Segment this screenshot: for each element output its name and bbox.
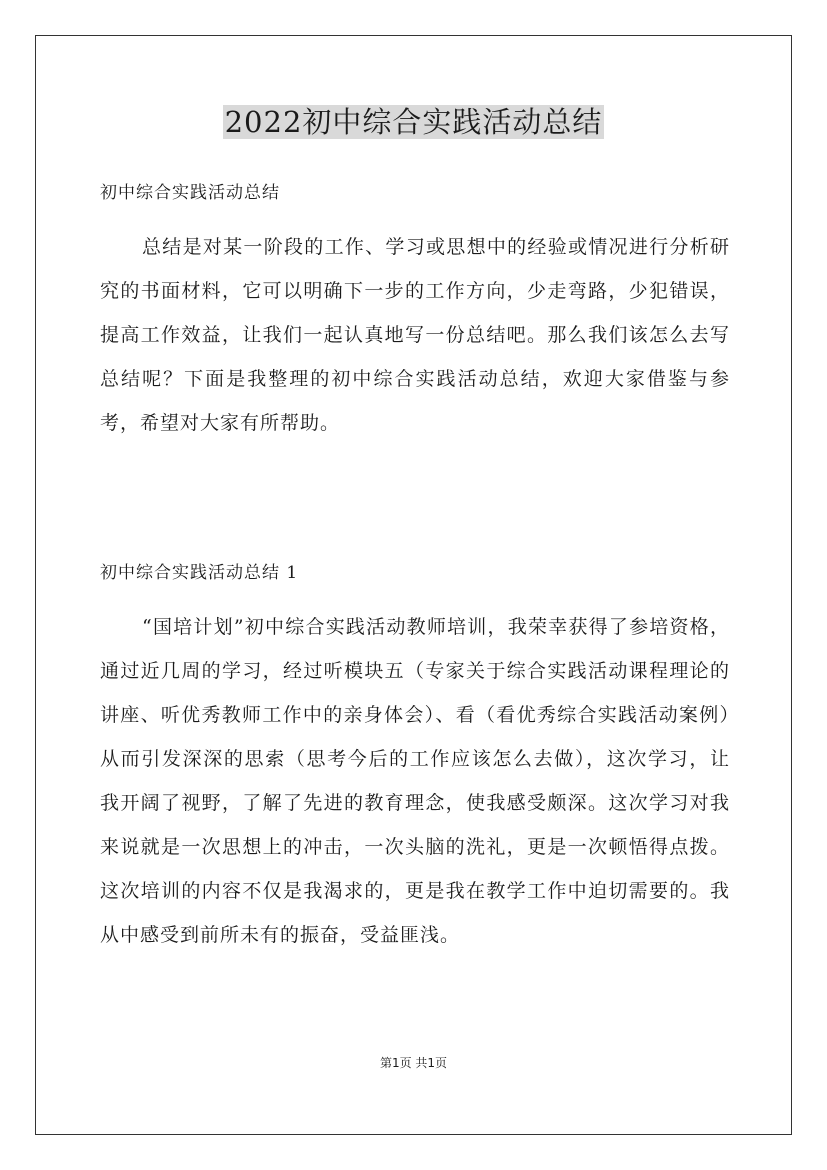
section-heading-intro: 初中综合实践活动总结 xyxy=(100,183,280,203)
section-heading-1: 初中综合实践活动总结 1 xyxy=(100,563,299,583)
section-1-paragraph: “国培计划”初中综合实践活动教师培训，我荣幸获得了参培资格，通过近几周的学习，经过听模块五（专家关于综合实践活动课程理论的讲座、听优秀教师工作中的亲身体会）、看（看优秀综合实践活动案例）从而引发深深的思索（思考今后的工作应该怎么去做），这次学习，让我开阔了视野，了解了先进的教育理念，使我感受颇深。这次学习对我来说就是一次思想上的冲击，一次头脑的洗礼，更是一次顿悟得点拨。这次培训的内容不仅是我渴求的，更是我在教学工作中迫切需要的。我从中感受到前所未有的振奋，受益匪浅。 xyxy=(100,616,730,946)
document-title xyxy=(0,102,827,142)
title-text: 2022初中综合实践活动总结 xyxy=(224,105,603,139)
intro-paragraph: 总结是对某一阶段的工作、学习或思想中的经验或情况进行分析研究的书面材料，它可以明确下一步的工作方向，少走弯路，少犯错误，提高工作效益，让我们一起认真地写一份总结吧。那么我们该怎么去写总结呢？下面是我整理的初中综合实践活动总结，欢迎大家借鉴与参考，希望对大家有所帮助。 xyxy=(100,236,730,434)
page-footer: 第1页 共1页 xyxy=(379,1056,448,1070)
